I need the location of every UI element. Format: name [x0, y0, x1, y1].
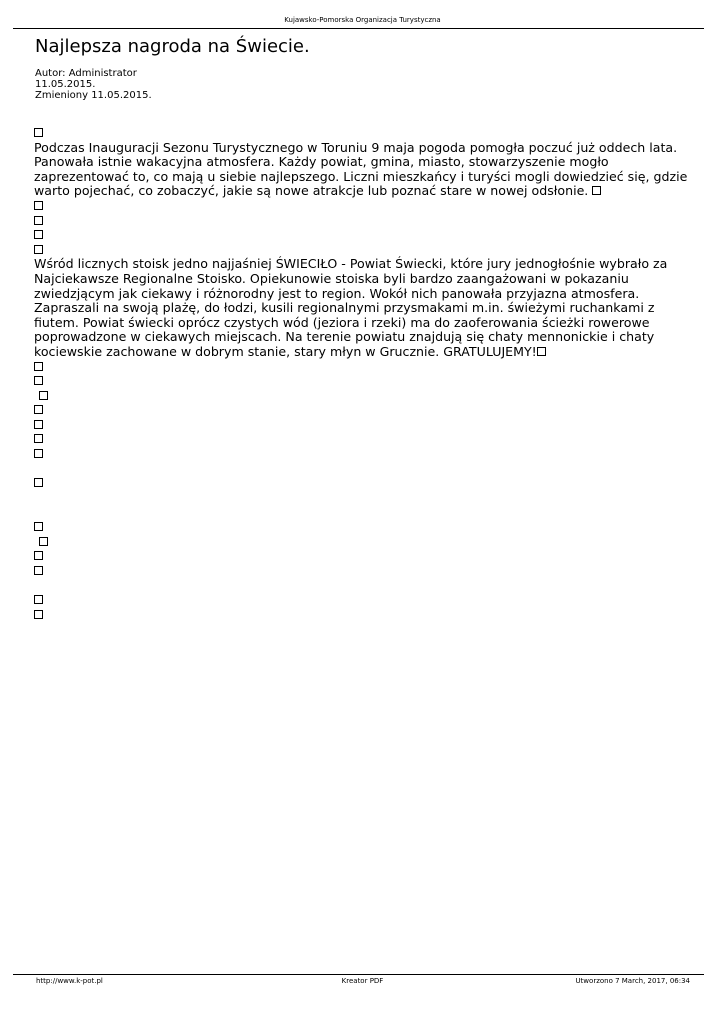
missing-glyph-box	[34, 608, 694, 623]
missing-glyph-box	[34, 418, 694, 433]
header-divider	[13, 28, 704, 29]
missing-glyph-box	[34, 228, 694, 243]
footer-created: Utworzono 7 March, 2017, 06:34	[575, 977, 690, 985]
missing-glyph-box	[34, 549, 694, 564]
blank-line	[34, 578, 694, 593]
missing-glyph-box	[34, 564, 694, 579]
header-organization: Kujawsko-Pomorska Organizacja Turystyczna	[284, 16, 441, 24]
missing-glyph-box	[34, 126, 694, 141]
blank-line	[34, 462, 694, 477]
blank-line	[34, 505, 694, 520]
missing-glyph-box	[34, 243, 694, 258]
missing-glyph-box	[34, 403, 694, 418]
footer-divider	[13, 974, 704, 975]
article-title: Najlepsza nagroda na Świecie.	[35, 36, 310, 57]
missing-glyph-box	[34, 360, 694, 375]
missing-glyph-box	[34, 214, 694, 229]
footer-generator: Kreator PDF	[341, 977, 384, 985]
article-meta	[35, 68, 152, 101]
article-modified: Zmieniony 11.05.2015.	[35, 90, 152, 101]
article-paragraph: Podczas Inauguracji Sezonu Turystycznego w Toruniu 9 maja pogoda pomogła poczuć już oddech lata. Panowała istnie wakacyjna atmosfera. Każdy powiat, gmina, miasto, stowarzyszenie mogło zaprezentować to, co mają u siebie najlepszego. Liczni mieszkańcy i turyści mogli dowiedzieć się, gdzie warto pojechać, co zobaczyć, jakie są nowe atrakcje lub poznać stare w nowej odsłonie.	[34, 139, 688, 199]
missing-glyph-box	[34, 432, 694, 447]
missing-glyph-box	[34, 374, 694, 389]
missing-glyph-box	[34, 593, 694, 608]
missing-glyph-box	[34, 389, 694, 404]
missing-glyph-box	[537, 347, 546, 356]
missing-glyph-box	[34, 199, 694, 214]
article-paragraph: Wśród licznych stoisk jedno najjaśniej ŚWIECIŁO - Powiat Świecki, które jury jednogłośnie wybrało za Najciekawsze Regionalne Stoisko. Opiekunowie stoiska byli bardzo zaangażowani w pokazaniu zwiedzjącym jak ciekawy i różnorodny jest to region. Wokół nich panowała przyjazna atmosfera. Zapraszali na swoją plażę, do łodzi, kusili regionalnymi przysmakami m.in. świeżymi ruchankami z fiutem. Powiat świecki oprócz czystych wód (jeziora i rzeki) ma do zaoferowania ścieżki rowerowe poprowadzone w ciekawych miejscach. Na terenie powiatu znajdują się chaty mennonickie i chaty kociewskie zachowane w dobrym stanie, stary młyn w Grucznie. GRATULUJEMY!	[34, 256, 668, 359]
article-author: Autor: Administrator	[35, 68, 137, 79]
missing-glyph-box	[34, 476, 694, 491]
missing-glyph-box	[34, 520, 694, 535]
missing-glyph-box	[34, 535, 694, 550]
footer-url: http://www.k-pot.pl	[36, 977, 103, 985]
missing-glyph-box	[34, 447, 694, 462]
article-date: 11.05.2015.	[35, 79, 96, 90]
blank-line	[34, 491, 694, 506]
article-body	[34, 126, 694, 622]
missing-glyph-box	[592, 186, 601, 195]
